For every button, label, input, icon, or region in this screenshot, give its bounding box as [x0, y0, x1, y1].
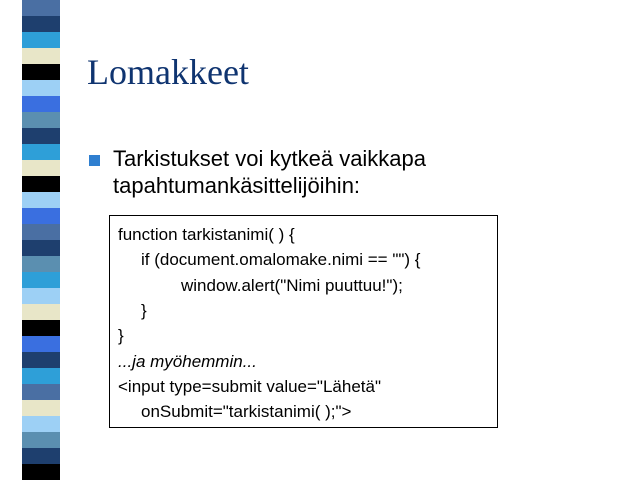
slide-title: Lomakkeet — [87, 52, 249, 92]
stripe-segment — [22, 112, 60, 128]
bullet-line-2: tapahtumankäsittelijöihin: — [113, 173, 361, 198]
bullet-line-1: Tarkistukset voi kytkeä vaikkapa — [113, 146, 427, 171]
code-line: } — [141, 301, 147, 320]
stripe-segment — [22, 16, 60, 32]
stripe-segment — [22, 64, 60, 80]
bullet-square-icon — [89, 155, 100, 166]
stripe-segment — [22, 304, 60, 320]
stripe-segment — [22, 32, 60, 48]
stripe-segment — [22, 416, 60, 432]
stripe-segment — [22, 320, 60, 336]
stripe-segment — [22, 400, 60, 416]
stripe-segment — [22, 240, 60, 256]
stripe-segment — [22, 272, 60, 288]
stripe-segment — [22, 352, 60, 368]
code-line: <input type=submit value="Lähetä" — [118, 377, 382, 396]
stripe-segment — [22, 128, 60, 144]
stripe-segment — [22, 176, 60, 192]
stripe-segment — [22, 96, 60, 112]
stripe-segment — [22, 192, 60, 208]
stripe-segment — [22, 432, 60, 448]
code-box — [109, 215, 498, 428]
code-line: function tarkistanimi( ) { — [118, 225, 295, 244]
code-line-italic: ...ja myöhemmin... — [118, 352, 257, 371]
bullet-text — [113, 145, 573, 199]
stripe-segment — [22, 144, 60, 160]
stripe-segment — [22, 80, 60, 96]
stripe-segment — [22, 464, 60, 480]
stripe-segment — [22, 288, 60, 304]
decorative-stripe — [22, 0, 60, 480]
stripe-segment — [22, 368, 60, 384]
stripe-segment — [22, 48, 60, 64]
stripe-segment — [22, 384, 60, 400]
stripe-segment — [22, 256, 60, 272]
code-line: onSubmit="tarkistanimi( );"> — [141, 402, 352, 421]
code-line: } — [118, 326, 124, 345]
stripe-segment — [22, 224, 60, 240]
stripe-segment — [22, 336, 60, 352]
code-line: if (document.omalomake.nimi == "") { — [141, 250, 421, 269]
stripe-segment — [22, 160, 60, 176]
stripe-segment — [22, 0, 60, 16]
stripe-segment — [22, 208, 60, 224]
stripe-segment — [22, 448, 60, 464]
code-line: window.alert("Nimi puuttuu!"); — [181, 276, 403, 295]
